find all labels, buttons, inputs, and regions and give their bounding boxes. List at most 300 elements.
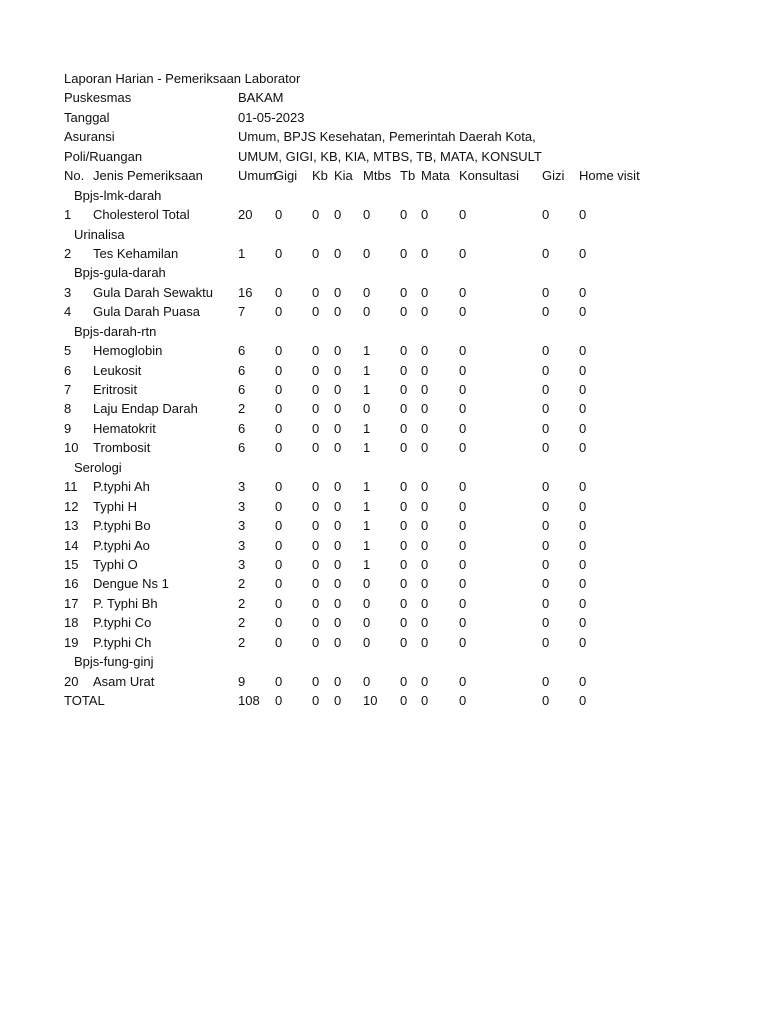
exam-name: Leukosit	[93, 362, 142, 378]
cell-mata: 0	[421, 401, 429, 417]
cell-umum: 6	[238, 343, 246, 359]
cell-mata: 0	[421, 362, 429, 378]
cell-tb: 0	[400, 498, 408, 514]
cell-kia: 0	[334, 245, 342, 261]
cell-umum: 16	[238, 284, 253, 300]
cell-umum: 3	[238, 498, 246, 514]
cell-kons: 0	[459, 673, 467, 689]
cell-gigi: 0	[275, 420, 283, 436]
cell-gizi: 0	[542, 518, 550, 534]
cell-mata: 0	[421, 207, 429, 223]
cell-mtbs: 0	[363, 595, 371, 611]
meta-value: Umum, BPJS Kesehatan, Pemerintah Daerah Kota,	[238, 129, 536, 145]
cell-tb: 0	[400, 556, 408, 572]
exam-name: P.typhi Ah	[93, 479, 150, 495]
cell-mtbs: 0	[363, 207, 371, 223]
table-body	[64, 186, 724, 691]
cell-kia: 0	[334, 401, 342, 417]
cell-mtbs: 1	[363, 382, 371, 397]
header-mata: Mata	[421, 168, 450, 184]
table-row	[64, 205, 724, 224]
cell-tb: 0	[400, 362, 408, 378]
header-name: Jenis Pemeriksaan	[93, 168, 203, 184]
cell-tb: 0	[400, 401, 408, 417]
cell-gizi: 0	[542, 207, 550, 223]
cell-tb: 0	[400, 673, 408, 689]
cell-gizi: 0	[542, 362, 550, 378]
cell-kons: 0	[459, 576, 467, 592]
cell-mtbs: 0	[363, 304, 371, 320]
cell-kia: 0	[334, 304, 342, 320]
cell-tb: 0	[400, 440, 408, 456]
report-title: Laporan Harian - Pemeriksaan Laborator	[64, 71, 301, 86]
header-gizi: Gizi	[542, 168, 565, 184]
cell-gigi: 0	[275, 556, 283, 572]
table-row	[64, 341, 724, 360]
exam-name: Cholesterol Total	[93, 207, 190, 223]
cell-gigi: 0	[275, 343, 283, 359]
cell-gigi: 0	[275, 207, 283, 223]
header-umum: Umum	[238, 168, 277, 184]
meta-row-poli	[64, 147, 724, 166]
cell-mtbs: 1	[363, 362, 371, 378]
cell-kb: 0	[312, 401, 320, 417]
cell-mata: 0	[421, 420, 429, 436]
total-home-visit: 0	[579, 693, 587, 708]
cell-umum: 6	[238, 420, 246, 436]
table-row	[64, 497, 724, 516]
cell-kons: 0	[459, 440, 467, 456]
cell-kons: 0	[459, 518, 467, 534]
cell-kb: 0	[312, 362, 320, 378]
cell-umum: 2	[238, 634, 246, 650]
total-mata: 0	[421, 693, 429, 708]
cell-tb: 0	[400, 207, 408, 223]
cell-home: 0	[579, 304, 587, 320]
cell-gigi: 0	[275, 304, 283, 320]
cell-umum: 6	[238, 440, 246, 456]
header-home-visit: Home visit	[579, 168, 640, 184]
meta-value: BAKAM	[238, 90, 284, 106]
report-sheet	[64, 69, 724, 710]
cell-kb: 0	[312, 245, 320, 261]
total-gigi: 0	[275, 693, 283, 708]
exam-name: Eritrosit	[93, 382, 138, 397]
meta-label: Asuransi	[64, 129, 115, 145]
cell-kons: 0	[459, 207, 467, 223]
cell-mata: 0	[421, 615, 429, 631]
cell-home: 0	[579, 634, 587, 650]
cell-gizi: 0	[542, 479, 550, 495]
exam-name: Typhi H	[93, 498, 138, 514]
cell-home: 0	[579, 245, 587, 261]
category-label: Bpjs-lmk-darah	[74, 187, 162, 203]
cell-mata: 0	[421, 576, 429, 592]
row-number: 6	[64, 362, 72, 378]
row-number: 13	[64, 518, 79, 534]
category-row	[64, 652, 724, 671]
category-row	[64, 225, 724, 244]
cell-kia: 0	[334, 634, 342, 650]
header-kia: Kia	[334, 168, 353, 184]
row-number: 8	[64, 401, 72, 417]
category-label: Serologi	[74, 459, 122, 475]
cell-kia: 0	[334, 537, 342, 553]
cell-kia: 0	[334, 207, 342, 223]
row-number: 9	[64, 420, 72, 436]
table-row	[64, 361, 724, 380]
table-header-row	[64, 166, 724, 185]
category-label: Urinalisa	[74, 226, 125, 242]
header-kb: Kb	[312, 168, 328, 184]
total-konsultasi: 0	[459, 693, 467, 708]
table-row	[64, 555, 724, 574]
row-number: 2	[64, 245, 72, 261]
cell-kb: 0	[312, 304, 320, 320]
cell-gigi: 0	[275, 401, 283, 417]
exam-name: Hemoglobin	[93, 343, 163, 359]
cell-gizi: 0	[542, 401, 550, 417]
cell-umum: 2	[238, 615, 246, 631]
exam-name: P.typhi Bo	[93, 518, 151, 534]
cell-gizi: 0	[542, 537, 550, 553]
cell-tb: 0	[400, 382, 408, 397]
cell-mata: 0	[421, 382, 429, 397]
cell-home: 0	[579, 537, 587, 553]
cell-kia: 0	[334, 284, 342, 300]
category-label: Bpjs-gula-darah	[74, 265, 166, 281]
header-konsultasi: Konsultasi	[459, 168, 519, 184]
row-number: 15	[64, 556, 79, 572]
cell-home: 0	[579, 673, 587, 689]
cell-home: 0	[579, 382, 587, 397]
cell-kia: 0	[334, 595, 342, 611]
cell-umum: 2	[238, 595, 246, 611]
row-number: 14	[64, 537, 79, 553]
meta-label: Tanggal	[64, 109, 110, 125]
cell-tb: 0	[400, 518, 408, 534]
exam-name: P.typhi Co	[93, 615, 152, 631]
cell-kons: 0	[459, 284, 467, 300]
cell-home: 0	[579, 284, 587, 300]
table-row	[64, 613, 724, 632]
cell-kia: 0	[334, 362, 342, 378]
exam-name: Laju Endap Darah	[93, 401, 198, 417]
cell-umum: 2	[238, 576, 246, 592]
row-number: 11	[64, 479, 78, 495]
cell-gizi: 0	[542, 245, 550, 261]
category-label: Bpjs-fung-ginj	[74, 654, 154, 670]
category-label: Bpjs-darah-rtn	[74, 323, 157, 339]
cell-kb: 0	[312, 343, 320, 359]
cell-gigi: 0	[275, 518, 283, 534]
meta-value: 01-05-2023	[238, 109, 305, 125]
cell-kb: 0	[312, 634, 320, 650]
cell-gizi: 0	[542, 634, 550, 650]
total-tb: 0	[400, 693, 408, 708]
cell-gigi: 0	[275, 498, 283, 514]
cell-umum: 7	[238, 304, 246, 320]
cell-gizi: 0	[542, 304, 550, 320]
cell-umum: 2	[238, 401, 246, 417]
cell-kb: 0	[312, 382, 320, 397]
cell-kons: 0	[459, 401, 467, 417]
cell-gigi: 0	[275, 284, 283, 300]
cell-umum: 6	[238, 382, 246, 397]
table-row	[64, 536, 724, 555]
category-row	[64, 186, 724, 205]
cell-gigi: 0	[275, 362, 283, 378]
cell-tb: 0	[400, 304, 408, 320]
cell-mtbs: 1	[363, 518, 371, 534]
cell-kia: 0	[334, 556, 342, 572]
cell-home: 0	[579, 479, 587, 495]
cell-kia: 0	[334, 420, 342, 436]
cell-kb: 0	[312, 440, 320, 456]
table-row	[64, 438, 724, 457]
cell-kons: 0	[459, 479, 467, 495]
cell-home: 0	[579, 362, 587, 378]
cell-mtbs: 0	[363, 634, 371, 650]
table-row	[64, 380, 724, 399]
table-row	[64, 516, 724, 535]
cell-kb: 0	[312, 673, 320, 689]
cell-mata: 0	[421, 343, 429, 359]
cell-mata: 0	[421, 304, 429, 320]
meta-label: Puskesmas	[64, 90, 132, 106]
cell-kb: 0	[312, 615, 320, 631]
cell-umum: 3	[238, 518, 246, 534]
cell-kons: 0	[459, 537, 467, 553]
cell-home: 0	[579, 615, 587, 631]
cell-kons: 0	[459, 634, 467, 650]
row-number: 7	[64, 382, 72, 397]
total-umum: 108	[238, 693, 260, 708]
exam-name: P.typhi Ao	[93, 537, 150, 553]
cell-kb: 0	[312, 479, 320, 495]
row-number: 20	[64, 673, 79, 689]
cell-gigi: 0	[275, 576, 283, 592]
meta-label: Poli/Ruangan	[64, 148, 143, 164]
cell-gizi: 0	[542, 673, 550, 689]
cell-gizi: 0	[542, 382, 550, 397]
table-row	[64, 419, 724, 438]
cell-kons: 0	[459, 556, 467, 572]
cell-umum: 6	[238, 362, 246, 378]
cell-kia: 0	[334, 518, 342, 534]
cell-mata: 0	[421, 537, 429, 553]
cell-kons: 0	[459, 343, 467, 359]
total-kb: 0	[312, 693, 320, 708]
cell-tb: 0	[400, 634, 408, 650]
cell-umum: 9	[238, 673, 246, 689]
cell-kons: 0	[459, 615, 467, 631]
cell-home: 0	[579, 595, 587, 611]
cell-mata: 0	[421, 498, 429, 514]
header-gigi: Gigi	[274, 168, 298, 184]
cell-mata: 0	[421, 595, 429, 611]
cell-gizi: 0	[542, 284, 550, 300]
total-label: TOTAL	[64, 693, 105, 708]
cell-tb: 0	[400, 537, 408, 553]
row-number: 19	[64, 634, 79, 650]
cell-home: 0	[579, 556, 587, 572]
cell-home: 0	[579, 518, 587, 534]
cell-home: 0	[579, 498, 587, 514]
exam-name: P. Typhi Bh	[93, 595, 158, 611]
cell-mata: 0	[421, 518, 429, 534]
cell-umum: 3	[238, 537, 246, 553]
table-row	[64, 283, 724, 302]
cell-gigi: 0	[275, 245, 283, 261]
cell-mata: 0	[421, 284, 429, 300]
row-number: 17	[64, 595, 79, 611]
cell-kb: 0	[312, 498, 320, 514]
cell-tb: 0	[400, 343, 408, 359]
exam-name: P.typhi Ch	[93, 634, 152, 650]
cell-mtbs: 1	[363, 420, 371, 436]
table-row	[64, 594, 724, 613]
cell-tb: 0	[400, 245, 408, 261]
cell-tb: 0	[400, 615, 408, 631]
table-row	[64, 399, 724, 418]
exam-name: Dengue Ns 1	[93, 576, 169, 592]
cell-tb: 0	[400, 420, 408, 436]
exam-name: Tes Kehamilan	[93, 245, 179, 261]
cell-kia: 0	[334, 479, 342, 495]
cell-kons: 0	[459, 304, 467, 320]
total-kia: 0	[334, 693, 342, 708]
cell-kons: 0	[459, 382, 467, 397]
cell-mtbs: 0	[363, 673, 371, 689]
cell-kia: 0	[334, 498, 342, 514]
cell-gizi: 0	[542, 556, 550, 572]
category-row	[64, 458, 724, 477]
table-row	[64, 633, 724, 652]
row-number: 4	[64, 304, 72, 320]
cell-kons: 0	[459, 362, 467, 378]
cell-gizi: 0	[542, 440, 550, 456]
total-row	[64, 691, 724, 710]
cell-home: 0	[579, 401, 587, 417]
cell-gizi: 0	[542, 576, 550, 592]
cell-kb: 0	[312, 556, 320, 572]
cell-kons: 0	[459, 498, 467, 514]
category-row	[64, 263, 724, 282]
cell-gigi: 0	[275, 595, 283, 611]
table-row	[64, 477, 724, 496]
cell-gizi: 0	[542, 498, 550, 514]
cell-mata: 0	[421, 440, 429, 456]
cell-mtbs: 1	[363, 343, 371, 359]
header-tb: Tb	[400, 168, 416, 184]
meta-row-puskesmas	[64, 88, 724, 107]
cell-home: 0	[579, 420, 587, 436]
meta-value: UMUM, GIGI, KB, KIA, MTBS, TB, MATA, KONSULT	[238, 148, 542, 164]
cell-kia: 0	[334, 440, 342, 456]
cell-mata: 0	[421, 556, 429, 572]
cell-kia: 0	[334, 343, 342, 359]
header-no: No.	[64, 168, 85, 184]
cell-mtbs: 1	[363, 440, 371, 456]
cell-kb: 0	[312, 207, 320, 223]
cell-kb: 0	[312, 595, 320, 611]
exam-name: Gula Darah Puasa	[93, 304, 200, 320]
meta-row-asuransi	[64, 127, 724, 146]
cell-mtbs: 0	[363, 245, 371, 261]
cell-gigi: 0	[275, 382, 283, 397]
total-gizi: 0	[542, 693, 550, 708]
cell-mtbs: 0	[363, 615, 371, 631]
cell-kia: 0	[334, 673, 342, 689]
cell-home: 0	[579, 207, 587, 223]
cell-kb: 0	[312, 420, 320, 436]
cell-tb: 0	[400, 284, 408, 300]
cell-kons: 0	[459, 595, 467, 611]
cell-mata: 0	[421, 479, 429, 495]
exam-name: Gula Darah Sewaktu	[93, 284, 213, 300]
cell-home: 0	[579, 343, 587, 359]
cell-gizi: 0	[542, 420, 550, 436]
cell-gigi: 0	[275, 634, 283, 650]
cell-mtbs: 0	[363, 576, 371, 592]
cell-gigi: 0	[275, 537, 283, 553]
row-number: 5	[64, 343, 72, 359]
cell-mtbs: 1	[363, 556, 371, 572]
cell-gigi: 0	[275, 673, 283, 689]
exam-name: Hematokrit	[93, 420, 156, 436]
cell-tb: 0	[400, 576, 408, 592]
row-number: 12	[64, 498, 79, 514]
cell-gizi: 0	[542, 343, 550, 359]
cell-kons: 0	[459, 420, 467, 436]
cell-mata: 0	[421, 634, 429, 650]
cell-gizi: 0	[542, 615, 550, 631]
exam-name: Asam Urat	[93, 673, 155, 689]
meta-row-tanggal	[64, 108, 724, 127]
table-row	[64, 672, 724, 691]
row-number: 16	[64, 576, 79, 592]
total-mtbs: 10	[363, 693, 378, 708]
cell-tb: 0	[400, 479, 408, 495]
row-number: 1	[64, 207, 72, 223]
exam-name: Trombosit	[93, 440, 151, 456]
header-mtbs: Mtbs	[363, 168, 392, 184]
cell-mata: 0	[421, 673, 429, 689]
row-number: 3	[64, 284, 72, 300]
cell-gigi: 0	[275, 615, 283, 631]
cell-umum: 3	[238, 556, 246, 572]
cell-home: 0	[579, 576, 587, 592]
table-row	[64, 574, 724, 593]
cell-mata: 0	[421, 245, 429, 261]
cell-mtbs: 1	[363, 537, 371, 553]
cell-mtbs: 0	[363, 284, 371, 300]
table-row	[64, 302, 724, 321]
cell-home: 0	[579, 440, 587, 456]
cell-kb: 0	[312, 576, 320, 592]
cell-gigi: 0	[275, 479, 283, 495]
exam-name: Typhi O	[93, 556, 138, 572]
cell-umum: 3	[238, 479, 246, 495]
cell-tb: 0	[400, 595, 408, 611]
table-row	[64, 244, 724, 263]
cell-mtbs: 1	[363, 479, 371, 495]
cell-kons: 0	[459, 245, 467, 261]
row-number: 18	[64, 615, 79, 631]
cell-mtbs: 0	[363, 401, 371, 417]
cell-mtbs: 1	[363, 498, 371, 514]
